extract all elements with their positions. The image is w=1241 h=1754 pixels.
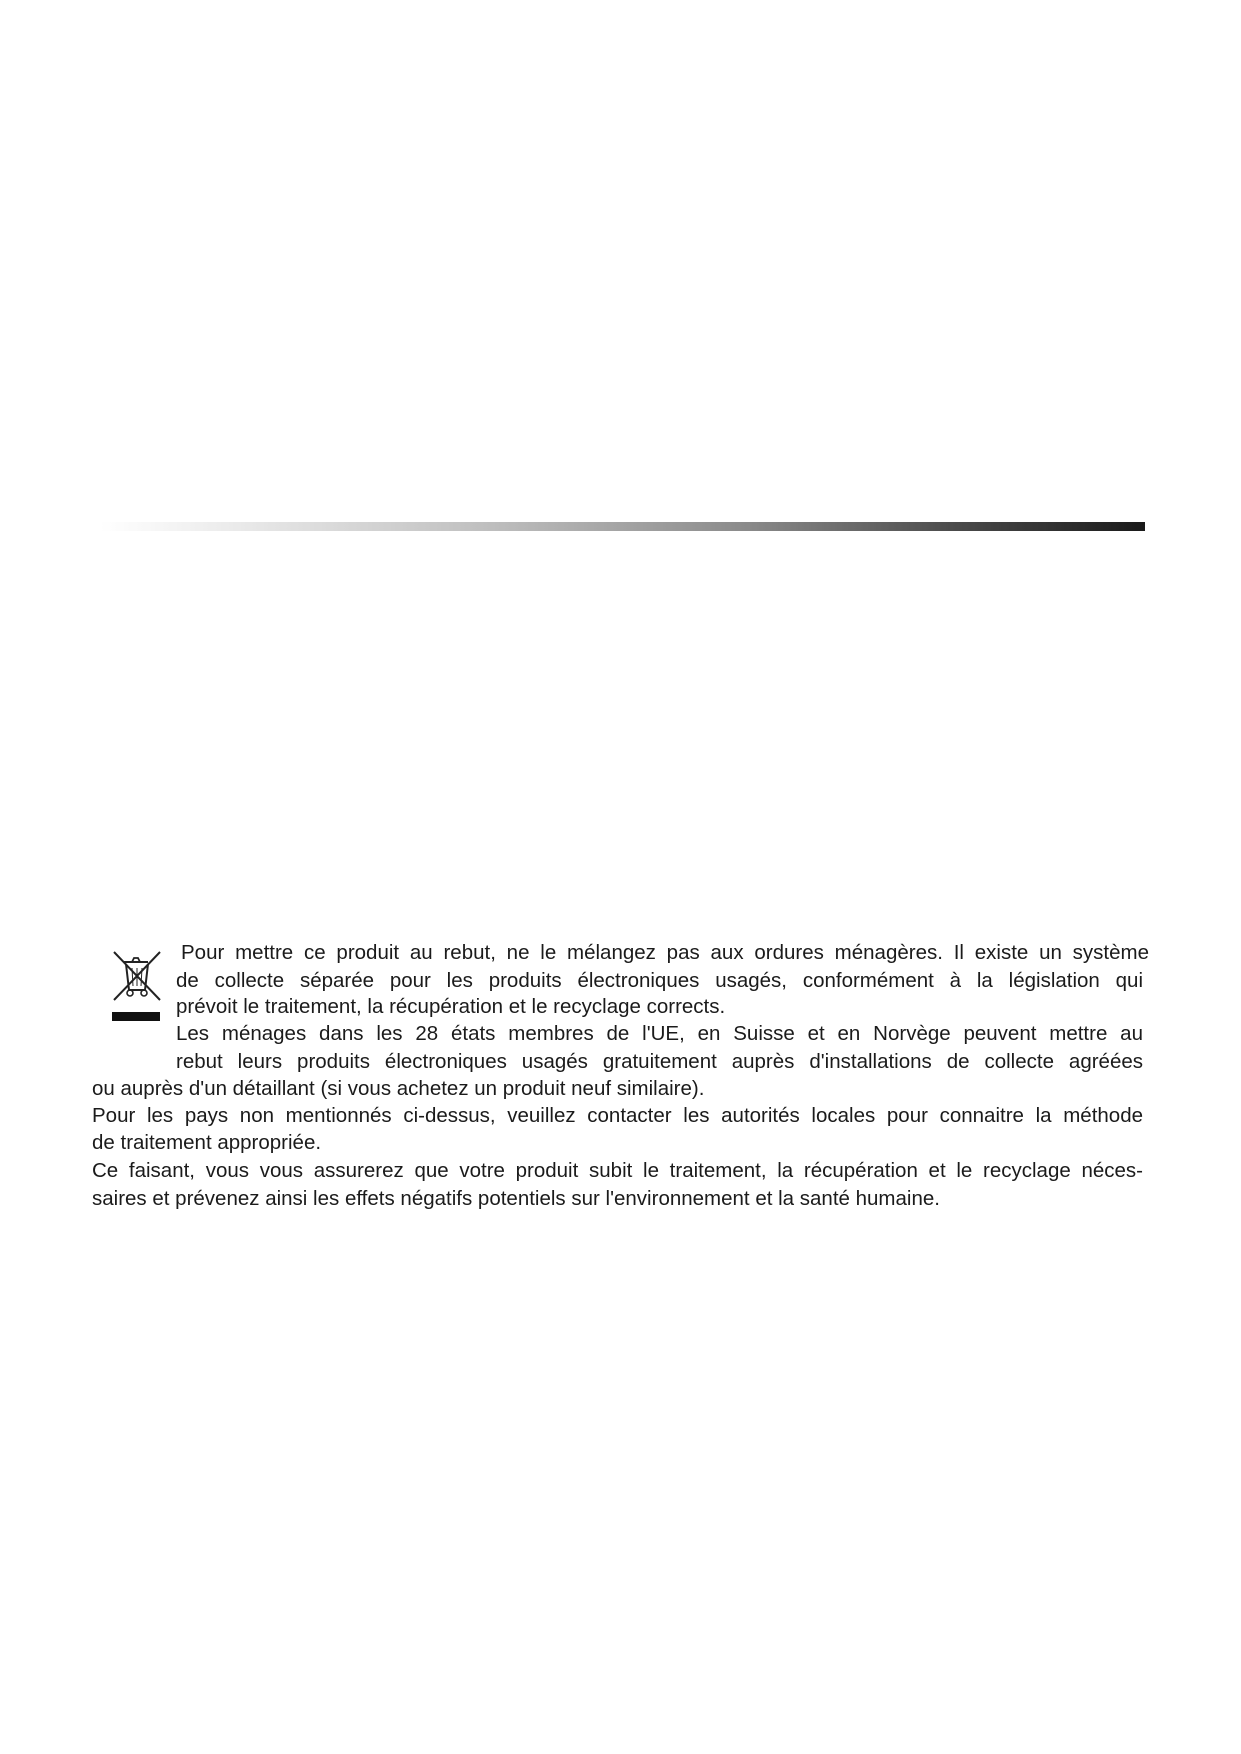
notice-line-6: ou auprès d'un détaillant (si vous achetez un produit neuf similaire). bbox=[92, 1077, 705, 1100]
notice-line-5: rebut leurs produits électroniques usagés gratuitement auprès d'installations de collecte agréées bbox=[176, 1050, 1143, 1073]
crossed-out-wheelie-bin-icon bbox=[108, 946, 168, 1026]
horizontal-gradient-rule bbox=[100, 522, 1145, 531]
notice-line-8: de traitement appropriée. bbox=[92, 1131, 322, 1154]
notice-line-3: prévoit le traitement, la récupération et le recyclage corrects. bbox=[176, 995, 726, 1018]
notice-line-10: saires et prévenez ainsi les effets négatifs potentiels sur l'environnement et la santé humaine. bbox=[92, 1187, 940, 1210]
notice-line-9: Ce faisant, vous vous assurerez que votre produit subit le traitement, la récupération et le recyclage néces- bbox=[92, 1159, 1143, 1182]
notice-line-1: Pour mettre ce produit au rebut, ne le mélangez pas aux ordures ménagères. Il existe un système bbox=[181, 941, 1149, 964]
notice-line-4: Les ménages dans les 28 états membres de l'UE, en Suisse et en Norvège peuvent mettre au bbox=[176, 1022, 1143, 1045]
notice-line-2: de collecte séparée pour les produits électroniques usagés, conformément à la législation qui bbox=[176, 969, 1143, 992]
notice-line-7: Pour les pays non mentionnés ci-dessus, veuillez contacter les autorités locales pour connaitre la méthode bbox=[92, 1104, 1143, 1127]
